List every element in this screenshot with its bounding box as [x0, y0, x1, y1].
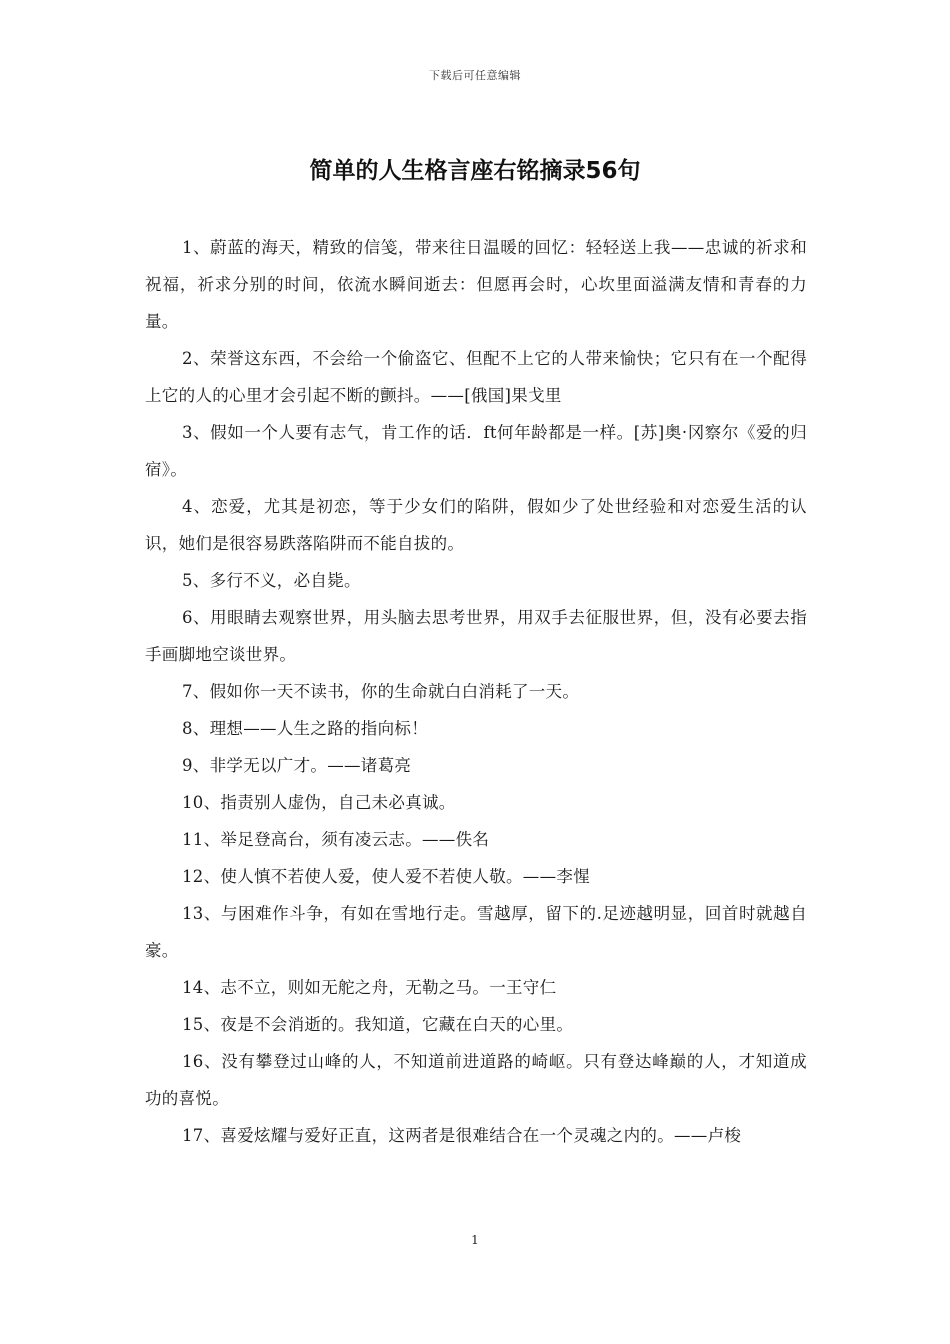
quote-paragraph: 11、举足登高台，须有凌云志。——佚名	[182, 830, 490, 849]
quote-paragraph: 12、使人慎不若使人爱，使人爱不若使人敬。——李惺	[182, 867, 590, 886]
quote-paragraph: 17、喜爱炫耀与爱好正直，这两者是很难结合在一个灵魂之内的。——卢梭	[182, 1126, 742, 1145]
quote-paragraph: 14、志不立，则如无舵之舟，无勒之马。一王守仁	[182, 978, 557, 997]
quote-paragraph: 9、非学无以广才。——诸葛亮	[182, 756, 412, 775]
page-number: 1	[471, 1233, 479, 1247]
quote-paragraph: 2、荣誉这东西，不会给一个偷盗它、但配不上它的人带来愉快；它只有在一个配得上它的人的心里才会引起不断的颤抖。——[俄国]果戈里	[145, 349, 807, 405]
quote-paragraph: 5、多行不义，必自毙。	[182, 571, 361, 590]
quote-paragraph: 4、恋爱，尤其是初恋，等于少女们的陷阱，假如少了处世经验和对恋爱生活的认识，她们是很容易跌落陷阱而不能自拔的。	[145, 497, 807, 553]
quote-paragraph: 15、夜是不会消逝的。我知道，它藏在白天的心里。	[182, 1015, 574, 1034]
quote-paragraph: 13、与困难作斗争，有如在雪地行走。雪越厚，留下的.足迹越明显，回首时就越自豪。	[145, 904, 807, 960]
quote-paragraph: 16、没有攀登过山峰的人，不知道前进道路的崎岖。只有登达峰巅的人，才知道成功的喜悦。	[145, 1052, 807, 1108]
document-title: 简单的人生格言座右铭摘录56句	[309, 158, 641, 184]
quote-paragraph: 3、假如一个人要有志气，肯工作的话．ft何年龄都是一样。[苏]奥·冈察尔《爱的归宿》。	[145, 423, 807, 479]
quote-paragraph: 7、假如你一天不读书，你的生命就白白消耗了一天。	[182, 682, 580, 701]
quote-paragraph: 8、理想——人生之路的指向标！	[182, 719, 428, 738]
quote-paragraph: 10、指责别人虚伪，自己未必真诚。	[182, 793, 456, 812]
header-note: 下载后可任意编辑	[429, 69, 521, 82]
quote-paragraph: 6、用眼睛去观察世界，用头脑去思考世界，用双手去征服世界，但，没有必要去指手画脚地空谈世界。	[145, 608, 807, 664]
quote-paragraph: 1、蔚蓝的海天，精致的信笺，带来往日温暖的回忆：轻轻送上我——忠诚的祈求和祝福，祈求分别的时间，依流水瞬间逝去：但愿再会时，心坎里面溢满友情和青春的力量。	[145, 238, 807, 331]
document-body	[145, 229, 807, 1154]
